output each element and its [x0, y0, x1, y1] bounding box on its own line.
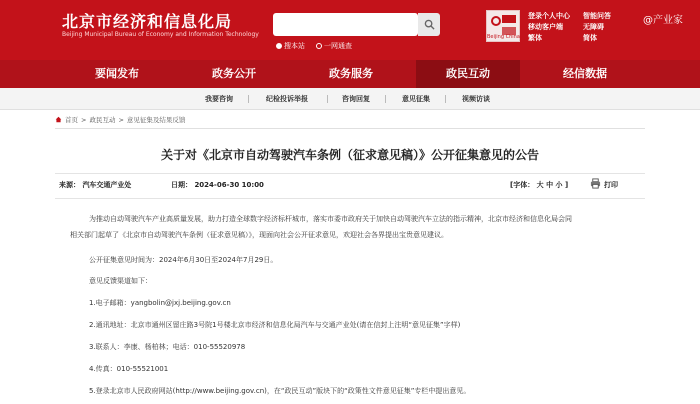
site-header: [0, 0, 700, 60]
solicitation-period: 公开征集意见时间为：2024年6月30日至2024年7月29日。: [89, 256, 278, 264]
subnav-divider: [327, 95, 328, 103]
breadcrumb-interaction[interactable]: 政民互动: [89, 116, 116, 124]
subnav-divider: [445, 95, 446, 103]
breadcrumb-home[interactable]: 首页: [65, 116, 78, 124]
article-source: [59, 180, 131, 190]
mobile-client-link[interactable]: 移动客户端: [528, 23, 563, 31]
channel-email: 1.电子邮箱：yangbolin@jxj.beijing.gov.cn: [89, 299, 231, 307]
nav-data[interactable]: 经信数据: [563, 67, 607, 80]
capital-emblem-icon: [491, 16, 501, 26]
font-size-medium[interactable]: 中: [546, 181, 554, 189]
search-scope-site-label: 搜本站: [284, 42, 305, 50]
font-size-close: ]: [564, 181, 569, 189]
source-value: 汽车交通产业处: [82, 181, 132, 189]
meta-divider-top: [55, 173, 645, 174]
capital-seal-icon: [502, 15, 516, 23]
article-intro: [70, 211, 650, 243]
breadcrumb-separator: >: [81, 115, 87, 124]
article-title: 关于对《北京市自动驾驶汽车条例（征求意见稿）》公开征集意见的公告: [160, 148, 539, 162]
font-size-control: [510, 180, 568, 190]
breadcrumb-divider: [55, 128, 645, 129]
nav-public-interaction[interactable]: 政民互动: [416, 60, 520, 88]
login-link[interactable]: 登录个人中心: [528, 12, 570, 20]
intro-line-2: 相关部门起草了《北京市自动驾驶汽车条例（征求意见稿）》，现面向社会公开征求意见，欢迎社会各界提出宝贵意见建议。: [70, 231, 448, 239]
date-label: 日期：: [171, 181, 192, 189]
print-icon[interactable]: [590, 178, 601, 189]
subnav-interviews[interactable]: 视频访谈: [462, 95, 490, 103]
smart-qa-link[interactable]: 智能问答: [583, 12, 611, 20]
article-date: [171, 180, 264, 190]
channel-contact: 3.联系人：李康、杨柏林；电话：010-55520978: [89, 343, 246, 351]
accessibility-link[interactable]: 无障碍: [583, 23, 604, 31]
search-scope-all-label: 一网通查: [324, 42, 352, 50]
nav-gov-services[interactable]: 政务服务: [329, 67, 373, 80]
search-scope-site[interactable]: [276, 41, 305, 51]
subnav-consult[interactable]: 我要咨询: [205, 95, 233, 103]
intro-line-1: 为推动自动驾驶汽车产业高质量发展，助力打造全球数字经济标杆城市，落实市委市政府关于加快自动驾驶汽车立法的指示精神，北京市经济和信息化局会同: [89, 215, 572, 223]
subnav-divider: [248, 95, 249, 103]
search-scope-all[interactable]: [316, 41, 352, 51]
font-size-label: [字体：: [510, 181, 535, 189]
watermark: @产业家: [643, 15, 683, 26]
print-button[interactable]: 打印: [604, 181, 618, 189]
search-icon: [424, 19, 435, 30]
subnav-solicitation[interactable]: 意见征集: [402, 95, 430, 103]
search-button[interactable]: [418, 13, 440, 36]
date-value: 2024-06-30 10:00: [194, 181, 264, 189]
header-tools-left: [528, 11, 570, 44]
breadcrumb: [55, 115, 185, 124]
channel-address: 2.通讯地址：北京市通州区留庄路3号院1号楼北京市经济和信息化局汽车与交通产业处(请在信封上注明“意见征集”字样): [89, 321, 461, 329]
main-nav: [0, 60, 700, 88]
search-input[interactable]: [273, 13, 418, 36]
subnav-divider: [385, 95, 386, 103]
channels-title: 意见反馈渠道如下：: [89, 277, 152, 285]
home-icon: [55, 116, 62, 123]
nav-gov-affairs[interactable]: 政务公开: [212, 67, 256, 80]
source-label: 来源：: [59, 181, 80, 189]
site-logo-title[interactable]: 北京市经济和信息化局: [62, 12, 233, 31]
breadcrumb-separator: >: [118, 115, 124, 124]
radio-selected-icon: [276, 43, 282, 49]
capital-badge[interactable]: [486, 10, 520, 42]
channel-website: 5.登录北京市人民政府网站(http://www.beijing.gov.cn)，在“政民互动”版块下的“政策性文件意见征集”专栏中提出意见。: [89, 387, 471, 395]
subnav-complaint[interactable]: 纪检投诉举报: [266, 95, 308, 103]
nav-news[interactable]: 要闻发布: [95, 67, 139, 80]
site-logo-subtitle: Beijing Municipal Bureau of Economy and Information Technology: [62, 31, 259, 38]
font-size-large[interactable]: 大: [536, 181, 544, 189]
breadcrumb-current[interactable]: 意见征集及结果反馈: [126, 116, 186, 124]
meta-divider-bottom: [55, 198, 645, 199]
sub-nav: [0, 88, 700, 110]
font-size-small[interactable]: 小: [555, 181, 563, 189]
radio-unselected-icon: [316, 43, 322, 49]
subnav-reply[interactable]: 咨询回复: [342, 95, 370, 103]
traditional-chinese-link[interactable]: 繁体: [528, 34, 542, 42]
channel-fax: 4.传真：010-55521001: [89, 365, 169, 373]
simplified-chinese-link[interactable]: 简体: [583, 34, 597, 42]
capital-badge-caption: Beijing China: [487, 34, 520, 40]
header-tools-right: [583, 11, 611, 44]
